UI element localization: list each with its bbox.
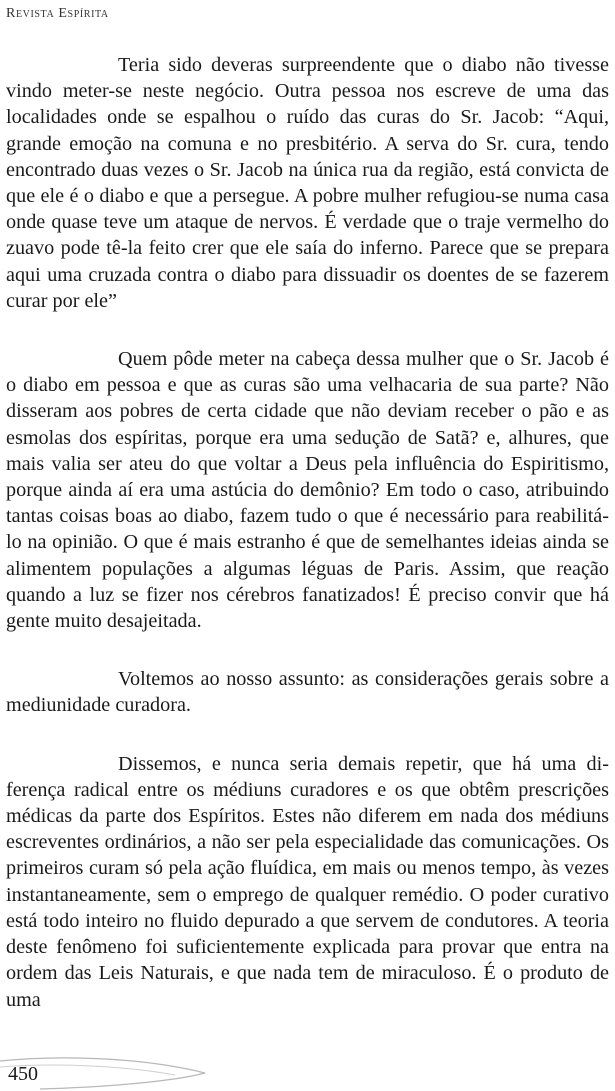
paragraph: Voltemos ao nosso assunto: as considerações gerais sobre a mediunidade curadora. [6,668,609,717]
running-head: Revista Espírita [6,6,109,21]
paragraph: Teria sido deveras surpreendente que o diabo não tivesse vindo meter-se neste negócio. Outra pessoa nos escreve de uma das localidades onde se espalhou o ruído das curas do Sr. Jacob: “Aqui, grande emoção na comuna e no presbitério. A serva do Sr. cura, tendo encontrado duas vezes o Sr. Jacob na única rua da região, está convicta de que ele é o diabo e que a persegue. A pobre mulher refugiou-se numa casa onde quase teve um ataque de nervos. É verdade que o traje vermelho do zuavo pode tê-la feito crer que ele saía do inferno. Parece que se prepara aqui uma cruzada contra o diabo para dissuadir os doentes de se fazerem curar por ele” [6,54,609,312]
footer-swoosh-ornament [0,1051,615,1091]
page-number: 450 [8,1063,38,1085]
page-footer [0,1051,615,1091]
body-text [6,52,609,1013]
paragraph: Quem pôde meter na cabeça dessa mulher que o Sr. Jacob é o diabo em pessoa e que as curas são uma velhacaria de sua parte? Não disseram aos pobres de certa cidade que não deviam receber o pão e as esmolas dos espíritas, porque era uma sedução de Satã? e, alhures, que mais valia ser ateu do que voltar a Deus pela influência do Espiritismo, porque ainda aí era uma astúcia do demônio? Em todo o caso, atribuindo tantas coisas boas ao diabo, fazem tudo o que é necessário para reabilitá-lo na opinião. O que é mais estranho é que de semelhantes ideias ainda se alimentem populações a algumas léguas de Paris. Assim, que reação quando a luz se fizer nos cérebros fanatizados! É preciso convir que há gente muito desajeitada. [6,348,609,633]
paragraph: Dissemos, e nunca seria demais repetir, que há uma diferença radical entre os médiuns curadores e os que obtêm prescrições médicas da parte dos Espíritos. Estes não diferem em nada dos médiuns escreventes ordinários, a não ser pela especialidade das comunicações. Os primeiros curam só pela ação fluídica, em mais ou menos tempo, às vezes instantaneamente, sem o emprego de qualquer remédio. O poder curativo está todo inteiro no fluido depurado a que servem de condutores. A teoria deste fenômeno foi suficientemente explicada para provar que entra na ordem das Leis Naturais, e que nada tem de miraculoso. É o produto de uma [6,752,609,1011]
